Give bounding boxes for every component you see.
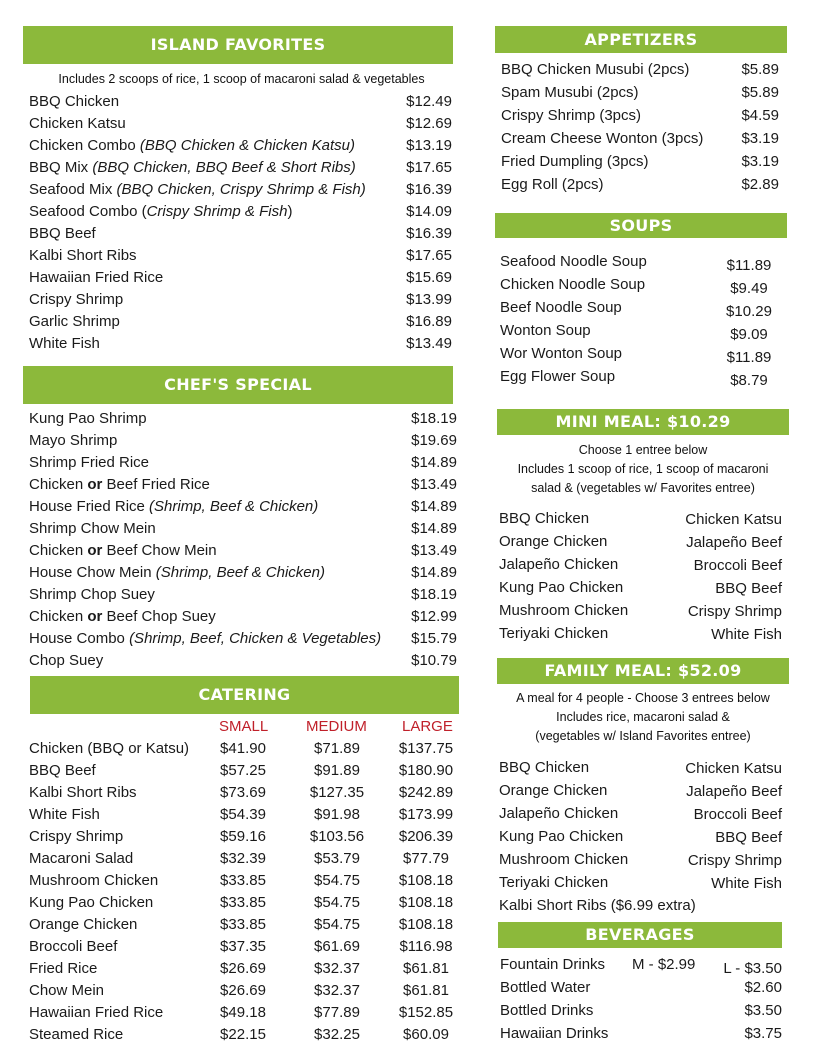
- catering-row: [29, 1002, 459, 1024]
- island.items-row: [29, 245, 452, 267]
- item-name: Chow Mein: [29, 982, 105, 999]
- catering-row: [29, 936, 459, 958]
- soups.items-row: [500, 274, 786, 296]
- item-price: $10.29: [726, 303, 772, 320]
- item-name: House Combo (Shrimp, Beef, Chicken & Vegetables): [29, 630, 382, 647]
- beverages.items-row: [500, 977, 782, 999]
- soups.items-row: [500, 251, 786, 273]
- item-name: Chicken or Beef Chow Mein: [29, 542, 217, 559]
- item-price-large: $61.81: [403, 982, 449, 999]
- family-meal-note-line-1: A meal for 4 people - Choose 3 entrees below: [516, 691, 770, 705]
- soups.items-row: [500, 297, 786, 319]
- item-name: Bottled Drinks: [500, 1002, 594, 1019]
- item-name: Seafood Noodle Soup: [500, 253, 647, 270]
- item-price-small: $33.85: [220, 872, 266, 889]
- entree-option: Chicken Katsu: [685, 511, 782, 528]
- beverages.items-row: [500, 1000, 782, 1022]
- beverage-name: Fountain Drinks: [500, 956, 606, 973]
- item-price: $4.59: [741, 107, 779, 124]
- item-price: $9.09: [730, 326, 768, 343]
- item-price-large: $242.89: [398, 784, 454, 801]
- chef.items-row: [29, 474, 457, 496]
- island-favorites-header: ISLAND FAVORITES: [23, 26, 453, 64]
- item-price: $13.49: [411, 542, 457, 559]
- item-price-small: $54.39: [220, 806, 266, 823]
- catering-row: [29, 914, 459, 936]
- item-name: Chicken Combo (BBQ Chicken & Chicken Katsu): [29, 137, 355, 154]
- item-price: $14.89: [411, 454, 457, 471]
- item-price-medium: $32.25: [314, 1026, 360, 1043]
- entree-option: White Fish: [711, 626, 782, 643]
- catering-row: [29, 848, 459, 870]
- item-name: Bottled Water: [500, 979, 591, 996]
- item-price-medium: $103.56: [309, 828, 365, 845]
- item-price-small: $33.85: [220, 916, 266, 933]
- entree-option: Teriyaki Chicken: [499, 625, 609, 642]
- island.items-row: [29, 311, 452, 333]
- soups.items-row: [500, 320, 786, 342]
- soups.items-row: [500, 343, 786, 365]
- entree-option: Orange Chicken: [499, 533, 608, 550]
- entree-option: BBQ Beef: [715, 580, 782, 597]
- item-price-large: $60.09: [403, 1026, 449, 1043]
- family-meal-note-line-3: (vegetables w/ Island Favorites entree): [535, 729, 751, 743]
- entree-option: Jalapeño Chicken: [499, 805, 619, 822]
- item-name: Fried Dumpling (3pcs): [501, 153, 649, 170]
- item-price-large: $206.39: [398, 828, 454, 845]
- item-price-small: $33.85: [220, 894, 266, 911]
- catering-header: CATERING: [30, 676, 459, 714]
- item-price: $10.79: [411, 652, 457, 669]
- catering-size-large: LARGE: [402, 718, 453, 735]
- island.items-row: [29, 223, 452, 245]
- item-price: $3.19: [741, 153, 779, 170]
- item-name: Egg Flower Soup: [500, 368, 616, 385]
- item-price: $3.75: [744, 1025, 782, 1042]
- item-price-small: $49.18: [220, 1004, 266, 1021]
- island.items-row: [29, 201, 452, 223]
- beverages-header: BEVERAGES: [498, 922, 782, 948]
- item-name: BBQ Mix (BBQ Chicken, BBQ Beef & Short Ribs): [29, 159, 356, 176]
- item-price: $15.69: [406, 269, 452, 286]
- item-name: House Fried Rice (Shrimp, Beef & Chicken): [29, 498, 319, 515]
- item-price: $8.79: [730, 372, 768, 389]
- item-price-small: $22.15: [220, 1026, 266, 1043]
- item-price-small: $57.25: [220, 762, 266, 779]
- item-price: $14.89: [411, 520, 457, 537]
- island.items-row: [29, 91, 452, 113]
- item-name: Hawaiian Drinks: [500, 1025, 609, 1042]
- item-price: $14.89: [411, 498, 457, 515]
- entree-option: Jalapeño Chicken: [499, 556, 619, 573]
- appetizers.items-row: [501, 82, 779, 104]
- beverage-row-fountain: [500, 954, 784, 976]
- item-price-medium: $53.79: [314, 850, 360, 867]
- item-name: Crispy Shrimp (3pcs): [501, 107, 642, 124]
- item-price-large: $137.75: [398, 740, 454, 757]
- entree-option: Jalapeño Beef: [686, 783, 782, 800]
- entree-option: Mushroom Chicken: [499, 602, 629, 619]
- entree-option: BBQ Chicken: [499, 510, 590, 527]
- item-name: Seafood Combo (Crispy Shrimp & Fish): [29, 203, 293, 220]
- item-price: $18.19: [411, 410, 457, 427]
- entree-option: Kung Pao Chicken: [499, 579, 624, 596]
- item-price-large: $61.81: [403, 960, 449, 977]
- island.items-row: [29, 289, 452, 311]
- chef.items-row: [29, 540, 457, 562]
- item-price-large: $108.18: [398, 916, 454, 933]
- item-name: White Fish: [29, 335, 100, 352]
- catering-row: [29, 892, 459, 914]
- mini-meal-note: [497, 441, 789, 498]
- chef.items-row: [29, 584, 457, 606]
- catering-row: [29, 782, 459, 804]
- item-price-large: $77.79: [403, 850, 449, 867]
- item-price: $13.49: [411, 476, 457, 493]
- item-name: BBQ Chicken: [29, 93, 120, 110]
- catering-row: [29, 760, 459, 782]
- item-name: Kalbi Short Ribs: [29, 247, 137, 264]
- catering-row: [29, 826, 459, 848]
- mini-meal-note-line-2: Includes 1 scoop of rice, 1 scoop of macaroni: [517, 462, 769, 476]
- entree-option: Kung Pao Chicken: [499, 828, 624, 845]
- item-price: $16.39: [406, 225, 452, 242]
- item-price: $12.49: [406, 93, 452, 110]
- item-name: Kung Pao Chicken: [29, 894, 154, 911]
- item-name: House Chow Mein (Shrimp, Beef & Chicken): [29, 564, 325, 581]
- appetizers.items-row: [501, 59, 779, 81]
- catering-row: [29, 870, 459, 892]
- entree-option: White Fish: [711, 875, 782, 892]
- item-price-small: $32.39: [220, 850, 266, 867]
- item-name: Chop Suey: [29, 652, 104, 669]
- appetizers.items-row: [501, 128, 779, 150]
- catering-row: [29, 1024, 459, 1046]
- entree-option: Jalapeño Beef: [686, 534, 782, 551]
- item-name: BBQ Chicken Musubi (2pcs): [501, 61, 690, 78]
- item-price: $2.89: [741, 176, 779, 193]
- catering-row: [29, 804, 459, 826]
- entree-option: Mushroom Chicken: [499, 851, 629, 868]
- item-name: Chicken Katsu: [29, 115, 126, 132]
- item-price: $18.19: [411, 586, 457, 603]
- item-name: Chicken or Beef Chop Suey: [29, 608, 216, 625]
- item-price: $2.60: [744, 979, 782, 996]
- item-price: $13.99: [406, 291, 452, 308]
- item-name: Crispy Shrimp: [29, 828, 124, 845]
- item-price-medium: $61.69: [314, 938, 360, 955]
- chefs-special-header: CHEF'S SPECIAL: [23, 366, 453, 404]
- item-name: Chicken Noodle Soup: [500, 276, 646, 293]
- chef.items-row: [29, 518, 457, 540]
- item-price-small: $73.69: [220, 784, 266, 801]
- chef.items-row: [29, 408, 457, 430]
- entree-option: Broccoli Beef: [693, 806, 782, 823]
- chef.items-row: [29, 628, 457, 650]
- item-price: $5.89: [741, 84, 779, 101]
- item-price-large: $108.18: [398, 872, 454, 889]
- item-name: Kung Pao Shrimp: [29, 410, 147, 427]
- item-price: $9.49: [730, 280, 768, 297]
- catering-row: [29, 738, 459, 760]
- beverages.items-row: [500, 1023, 782, 1045]
- item-price: $11.89: [726, 257, 772, 274]
- appetizers-header: APPETIZERS: [495, 26, 787, 53]
- item-price: $14.89: [411, 564, 457, 581]
- island-favorites-note: Includes 2 scoops of rice, 1 scoop of macaroni salad & vegetables: [58, 72, 425, 86]
- island.items-row: [29, 135, 452, 157]
- item-name: Shrimp Fried Rice: [29, 454, 150, 471]
- catering-row: [29, 980, 459, 1002]
- item-name: Spam Musubi (2pcs): [501, 84, 639, 101]
- item-price: $13.19: [406, 137, 452, 154]
- island.items-row: [29, 179, 452, 201]
- item-price: $17.65: [406, 247, 452, 264]
- entree-option: BBQ Chicken: [499, 759, 590, 776]
- item-price-small: $37.35: [220, 938, 266, 955]
- item-price-medium: $54.75: [314, 872, 360, 889]
- item-name: Crispy Shrimp: [29, 291, 124, 308]
- chef.items-row: [29, 430, 457, 452]
- catering-size-small: SMALL: [219, 718, 269, 735]
- entree-option: Crispy Shrimp: [687, 852, 782, 869]
- item-name: Shrimp Chow Mein: [29, 520, 156, 537]
- item-name: BBQ Beef: [29, 225, 96, 242]
- item-name: Garlic Shrimp: [29, 313, 120, 330]
- item-price-large: $180.90: [398, 762, 454, 779]
- item-price-medium: $54.75: [314, 916, 360, 933]
- item-name: Hawaiian Fried Rice: [29, 1004, 164, 1021]
- entree-option: Teriyaki Chicken: [499, 874, 609, 891]
- island.items-row: [29, 157, 452, 179]
- chef.items-row: [29, 562, 457, 584]
- island.items-row: [29, 333, 452, 355]
- family-meal-extra: Kalbi Short Ribs ($6.99 extra): [499, 897, 696, 914]
- item-price: $16.89: [406, 313, 452, 330]
- item-price-large: $116.98: [399, 938, 453, 955]
- appetizers.items-row: [501, 151, 779, 173]
- chef.items-row: [29, 496, 457, 518]
- item-price: $12.69: [406, 115, 452, 132]
- mini-meal-note-line-1: Choose 1 entree below: [578, 443, 708, 457]
- appetizers.items-row: [501, 105, 779, 127]
- soups-header: SOUPS: [495, 213, 787, 238]
- item-price-large: $108.18: [398, 894, 454, 911]
- item-name: BBQ Beef: [29, 762, 96, 779]
- entree-option: Crispy Shrimp: [687, 603, 782, 620]
- soups.items-row: [500, 366, 786, 388]
- item-price: $3.19: [741, 130, 779, 147]
- beverage-price-medium: M - $2.99: [632, 956, 696, 973]
- item-name: Cream Cheese Wonton (3pcs): [501, 130, 704, 147]
- island.items-row: [29, 113, 452, 135]
- item-name: Wonton Soup: [500, 322, 591, 339]
- chef.items-row: [29, 606, 457, 628]
- item-price-medium: $32.37: [314, 982, 360, 999]
- chef.items-row: [29, 650, 457, 672]
- family-meal-note-line-2: Includes rice, macaroni salad &: [556, 710, 730, 724]
- item-name: Fried Rice: [29, 960, 98, 977]
- item-name: Chicken or Beef Fried Rice: [29, 476, 210, 493]
- item-name: Mayo Shrimp: [29, 432, 118, 449]
- item-name: Chicken (BBQ or Katsu): [29, 740, 190, 757]
- item-price: $17.65: [406, 159, 452, 176]
- item-price-small: $41.90: [220, 740, 266, 757]
- item-name: Seafood Mix (BBQ Chicken, Crispy Shrimp & Fish): [29, 181, 366, 198]
- item-price-medium: $127.35: [309, 784, 365, 801]
- item-price: $13.49: [406, 335, 452, 352]
- item-price: $15.79: [411, 630, 457, 647]
- item-price-medium: $32.37: [314, 960, 360, 977]
- item-price: $11.89: [726, 349, 772, 366]
- item-price-medium: $71.89: [314, 740, 360, 757]
- item-price: $12.99: [411, 608, 457, 625]
- entree-option: Orange Chicken: [499, 782, 608, 799]
- item-name: White Fish: [29, 806, 100, 823]
- item-price: $3.50: [744, 1002, 782, 1019]
- item-name: Egg Roll (2pcs): [501, 176, 604, 193]
- island.items-row: [29, 267, 452, 289]
- chef.items-row: [29, 452, 457, 474]
- mini-meal-header: MINI MEAL: $10.29: [497, 409, 789, 435]
- catering-row: [29, 958, 459, 980]
- catering-size-medium: MEDIUM: [306, 718, 367, 735]
- item-name: Mushroom Chicken: [29, 872, 159, 889]
- item-price-medium: $91.98: [314, 806, 360, 823]
- family-meal-note: [497, 689, 789, 746]
- item-price-large: $173.99: [398, 806, 454, 823]
- item-price-large: $152.85: [398, 1004, 454, 1021]
- item-price-medium: $77.89: [314, 1004, 360, 1021]
- item-name: Beef Noodle Soup: [500, 299, 622, 316]
- item-name: Broccoli Beef: [29, 938, 118, 955]
- beverage-price-large: L - $3.50: [723, 960, 782, 977]
- item-price-medium: $54.75: [314, 894, 360, 911]
- item-name: Wor Wonton Soup: [500, 345, 623, 362]
- item-price-small: $26.69: [220, 982, 266, 999]
- item-price-medium: $91.89: [314, 762, 360, 779]
- family-meal-header: FAMILY MEAL: $52.09: [497, 658, 789, 684]
- item-name: Hawaiian Fried Rice: [29, 269, 164, 286]
- entree-option: BBQ Beef: [715, 829, 782, 846]
- item-price: $16.39: [406, 181, 452, 198]
- item-price: $5.89: [741, 61, 779, 78]
- item-name: Orange Chicken: [29, 916, 138, 933]
- item-price-small: $59.16: [220, 828, 266, 845]
- item-name: Steamed Rice: [29, 1026, 124, 1043]
- item-name: Macaroni Salad: [29, 850, 134, 867]
- item-name: Kalbi Short Ribs: [29, 784, 137, 801]
- item-price: $14.09: [406, 203, 452, 220]
- mini-meal-note-line-3: salad & (vegetables w/ Favorites entree): [531, 481, 755, 495]
- entree-option: Chicken Katsu: [685, 760, 782, 777]
- appetizers.items-row: [501, 174, 779, 196]
- item-price-small: $26.69: [220, 960, 266, 977]
- item-name: Shrimp Chop Suey: [29, 586, 155, 603]
- item-price: $19.69: [411, 432, 457, 449]
- entree-option: Broccoli Beef: [693, 557, 782, 574]
